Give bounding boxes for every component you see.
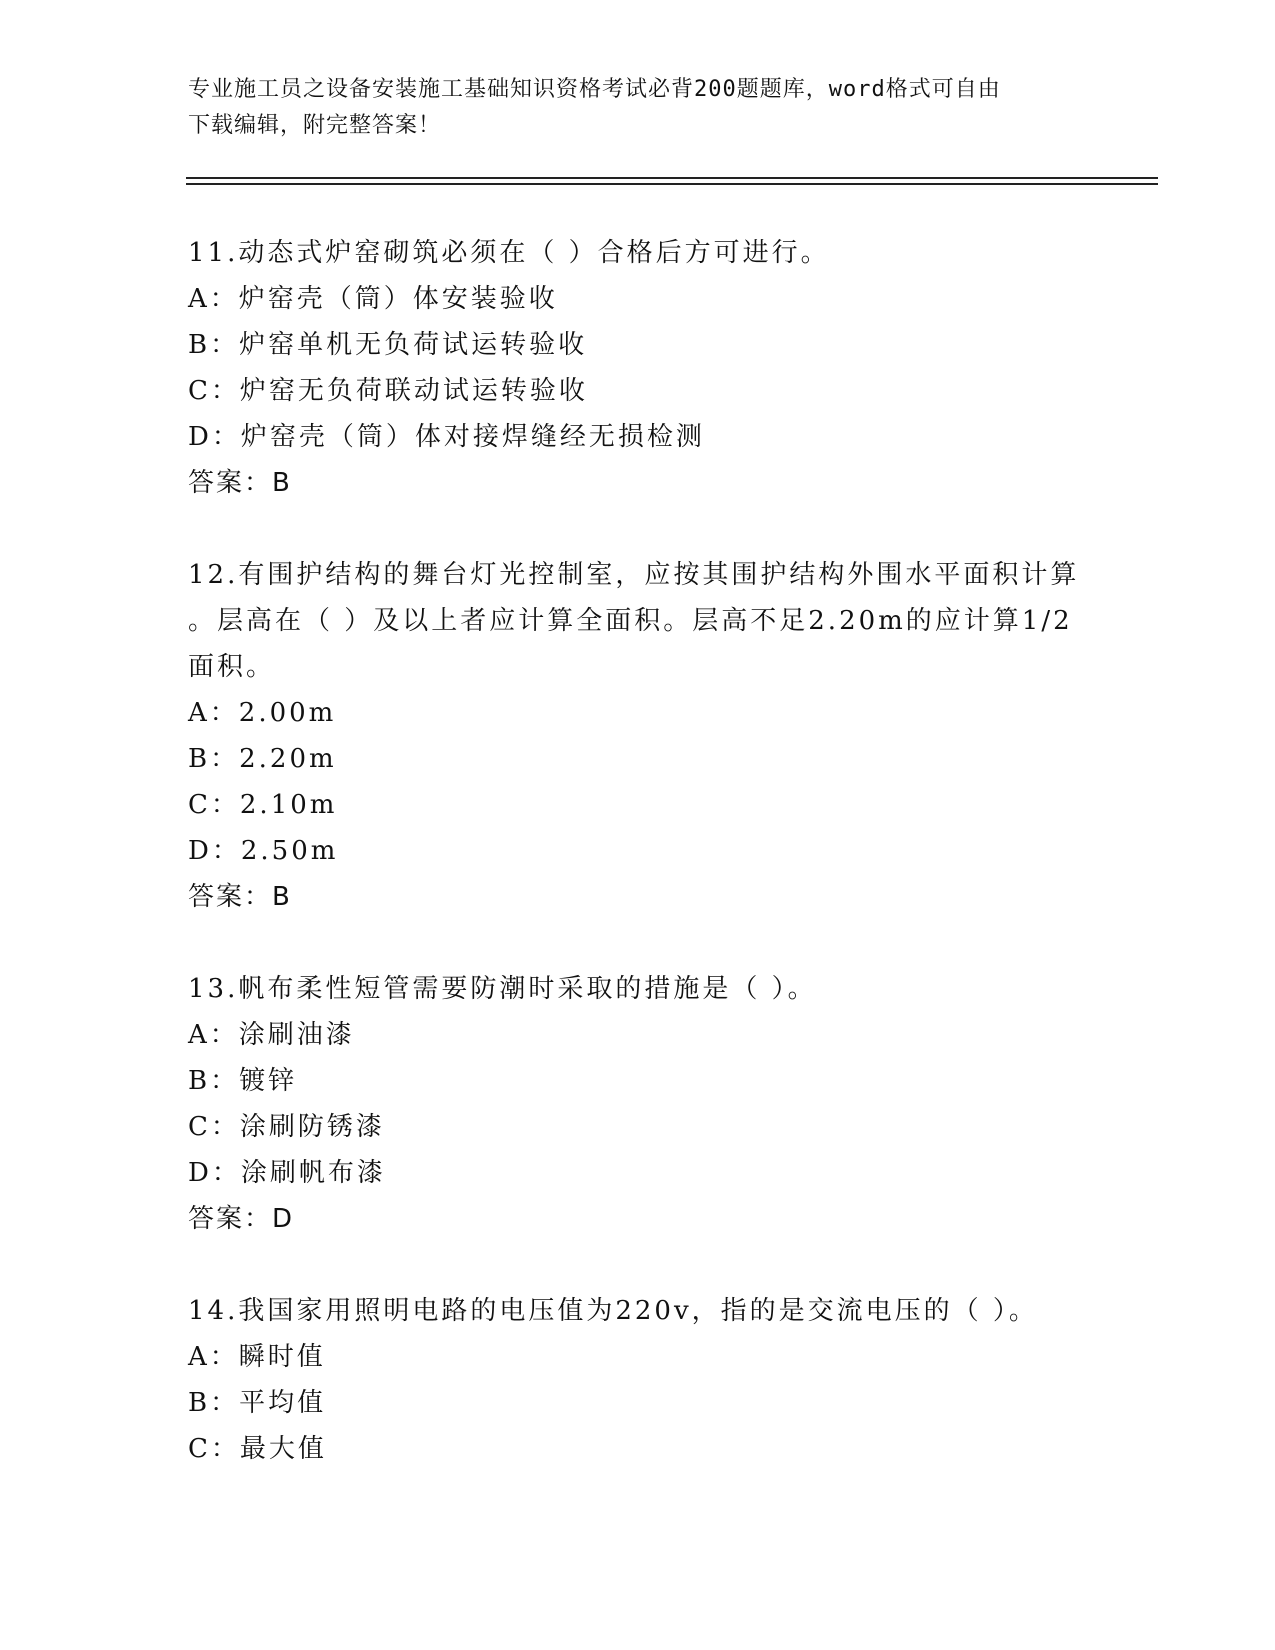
option-c: C：涂刷防锈漆 <box>188 1112 385 1142</box>
option-b: B：镀锌 <box>188 1066 298 1096</box>
option-d: D：涂刷帆布漆 <box>188 1158 386 1188</box>
document-header <box>188 72 1088 144</box>
option-b: B：炉窑单机无负荷试运转验收 <box>188 330 588 360</box>
option-a: A：2.00m <box>188 698 337 728</box>
question-text: 11.动态式炉窑砌筑必须在（ ）合格后方可进行。 <box>188 238 830 268</box>
header-line-2: 下载编辑，附完整答案！ <box>188 113 442 138</box>
question-text: 面积。 <box>188 652 276 682</box>
question-text: 12.有围护结构的舞台灯光控制室，应按其围护结构外围水平面积计算 <box>188 560 1080 590</box>
answer: 答案：B <box>188 468 292 498</box>
question-text: 13.帆布柔性短管需要防潮时采取的措施是（ ）。 <box>188 974 817 1004</box>
question-11 <box>188 230 1088 506</box>
header-divider-bottom <box>186 183 1158 185</box>
question-14 <box>188 1288 1088 1472</box>
answer: 答案：B <box>188 882 292 912</box>
option-b: B：2.20m <box>188 744 337 774</box>
option-a: A：涂刷油漆 <box>188 1020 355 1050</box>
header-divider-top <box>186 177 1158 179</box>
header-line-1: 专业施工员之设备安装施工基础知识资格考试必背200题题库，word格式可自由 <box>188 77 1001 102</box>
question-12 <box>188 552 1088 920</box>
question-text: 。层高在（ ）及以上者应计算全面积。层高不足2.20m的应计算1/2 <box>188 606 1073 636</box>
option-a: A：炉窑壳（筒）体安装验收 <box>188 284 558 314</box>
question-text: 14.我国家用照明电路的电压值为220v，指的是交流电压的（ ）。 <box>188 1296 1038 1326</box>
option-d: D：炉窑壳（筒）体对接焊缝经无损检测 <box>188 422 705 452</box>
option-a: A：瞬时值 <box>188 1342 326 1372</box>
option-b: B：平均值 <box>188 1388 327 1418</box>
option-c: C：炉窑无负荷联动试运转验收 <box>188 376 588 406</box>
answer: 答案：D <box>188 1204 295 1234</box>
question-list <box>188 230 1088 1518</box>
option-c: C：最大值 <box>188 1434 327 1464</box>
question-13 <box>188 966 1088 1242</box>
option-d: D：2.50m <box>188 836 339 866</box>
option-c: C：2.10m <box>188 790 338 820</box>
